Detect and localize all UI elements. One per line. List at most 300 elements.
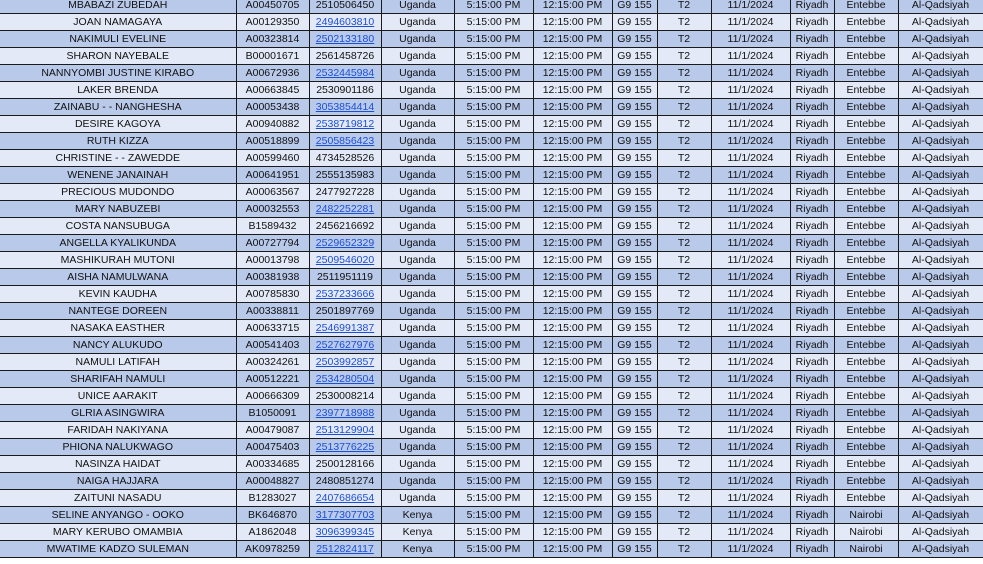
cell-terminal: T2 bbox=[657, 303, 711, 320]
cell-terminal: T2 bbox=[657, 133, 711, 150]
cell-phone bbox=[309, 31, 381, 48]
cell-name: JOAN NAMAGAYA bbox=[0, 14, 236, 31]
cell-to-city: Entebbe bbox=[834, 235, 898, 252]
cell-arrival-time: 12:15:00 PM bbox=[533, 439, 612, 456]
cell-from-city: Riyadh bbox=[790, 337, 834, 354]
cell-terminal: T2 bbox=[657, 354, 711, 371]
phone-link[interactable]: 2546991387 bbox=[315, 322, 375, 334]
cell-arrival-time: 12:15:00 PM bbox=[533, 388, 612, 405]
cell-passport: BK646870 bbox=[236, 507, 309, 524]
cell-destination: Al-Qadsiyah bbox=[898, 48, 983, 65]
phone-link[interactable]: 2527627976 bbox=[315, 339, 375, 351]
cell-destination: Al-Qadsiyah bbox=[898, 320, 983, 337]
cell-destination: Al-Qadsiyah bbox=[898, 286, 983, 303]
cell-date: 11/1/2024 bbox=[711, 167, 790, 184]
cell-nationality: Uganda bbox=[381, 65, 454, 82]
table-row bbox=[0, 303, 983, 320]
cell-nationality: Uganda bbox=[381, 269, 454, 286]
cell-date: 11/1/2024 bbox=[711, 507, 790, 524]
cell-name: NAMULI LATIFAH bbox=[0, 354, 236, 371]
table-row bbox=[0, 150, 983, 167]
cell-date: 11/1/2024 bbox=[711, 337, 790, 354]
cell-passport: A00475403 bbox=[236, 439, 309, 456]
cell-from-city: Riyadh bbox=[790, 269, 834, 286]
cell-flight: G9 155 bbox=[612, 422, 657, 439]
cell-departure-time: 5:15:00 PM bbox=[454, 167, 533, 184]
cell-terminal: T2 bbox=[657, 167, 711, 184]
cell-departure-time: 5:15:00 PM bbox=[454, 371, 533, 388]
cell-arrival-time: 12:15:00 PM bbox=[533, 0, 612, 14]
cell-nationality: Uganda bbox=[381, 303, 454, 320]
cell-destination: Al-Qadsiyah bbox=[898, 337, 983, 354]
cell-destination: Al-Qadsiyah bbox=[898, 65, 983, 82]
cell-phone bbox=[309, 252, 381, 269]
phone-link[interactable]: 2502133180 bbox=[315, 33, 375, 45]
cell-passport: A00518899 bbox=[236, 133, 309, 150]
cell-terminal: T2 bbox=[657, 235, 711, 252]
table-row bbox=[0, 405, 983, 422]
cell-terminal: T2 bbox=[657, 371, 711, 388]
phone-link[interactable]: 2397718988 bbox=[315, 407, 375, 419]
cell-passport: A00641951 bbox=[236, 167, 309, 184]
phone-link[interactable]: 2537233666 bbox=[315, 288, 375, 300]
cell-phone bbox=[309, 354, 381, 371]
table-row bbox=[0, 286, 983, 303]
table-row bbox=[0, 14, 983, 31]
cell-passport: A00450705 bbox=[236, 0, 309, 14]
phone-link[interactable]: 3053854414 bbox=[315, 101, 375, 113]
cell-terminal: T2 bbox=[657, 490, 711, 507]
cell-phone bbox=[309, 14, 381, 31]
cell-to-city: Nairobi bbox=[834, 541, 898, 558]
cell-destination: Al-Qadsiyah bbox=[898, 490, 983, 507]
cell-arrival-time: 12:15:00 PM bbox=[533, 303, 612, 320]
cell-terminal: T2 bbox=[657, 31, 711, 48]
phone-link[interactable]: 2529652329 bbox=[315, 237, 375, 249]
cell-nationality: Uganda bbox=[381, 405, 454, 422]
cell-passport: A00666309 bbox=[236, 388, 309, 405]
cell-to-city: Entebbe bbox=[834, 99, 898, 116]
cell-passport: A00324261 bbox=[236, 354, 309, 371]
cell-name: FARIDAH NAKIYANA bbox=[0, 422, 236, 439]
cell-nationality: Uganda bbox=[381, 82, 454, 99]
cell-phone bbox=[309, 201, 381, 218]
cell-passport: B1283027 bbox=[236, 490, 309, 507]
cell-flight: G9 155 bbox=[612, 184, 657, 201]
cell-nationality: Uganda bbox=[381, 14, 454, 31]
cell-destination: Al-Qadsiyah bbox=[898, 201, 983, 218]
cell-phone: 2530901186 bbox=[309, 82, 381, 99]
cell-flight: G9 155 bbox=[612, 82, 657, 99]
cell-from-city: Riyadh bbox=[790, 116, 834, 133]
cell-nationality: Uganda bbox=[381, 133, 454, 150]
cell-flight: G9 155 bbox=[612, 354, 657, 371]
cell-to-city: Entebbe bbox=[834, 133, 898, 150]
cell-flight: G9 155 bbox=[612, 456, 657, 473]
cell-passport: A00334685 bbox=[236, 456, 309, 473]
cell-passport: A00013798 bbox=[236, 252, 309, 269]
cell-phone: 2511951119 bbox=[309, 269, 381, 286]
cell-passport: A00063567 bbox=[236, 184, 309, 201]
cell-nationality: Kenya bbox=[381, 524, 454, 541]
cell-date: 11/1/2024 bbox=[711, 269, 790, 286]
cell-nationality: Uganda bbox=[381, 167, 454, 184]
cell-passport: A00381938 bbox=[236, 269, 309, 286]
cell-departure-time: 5:15:00 PM bbox=[454, 133, 533, 150]
cell-name: PHIONA NALUKWAGO bbox=[0, 439, 236, 456]
cell-to-city: Entebbe bbox=[834, 405, 898, 422]
cell-terminal: T2 bbox=[657, 541, 711, 558]
cell-nationality: Uganda bbox=[381, 0, 454, 14]
cell-arrival-time: 12:15:00 PM bbox=[533, 473, 612, 490]
cell-from-city: Riyadh bbox=[790, 456, 834, 473]
cell-to-city: Entebbe bbox=[834, 14, 898, 31]
cell-arrival-time: 12:15:00 PM bbox=[533, 14, 612, 31]
cell-name: ANGELLA KYALIKUNDA bbox=[0, 235, 236, 252]
cell-name: CHRISTINE - - ZAWEDDE bbox=[0, 150, 236, 167]
cell-nationality: Uganda bbox=[381, 354, 454, 371]
cell-arrival-time: 12:15:00 PM bbox=[533, 82, 612, 99]
cell-departure-time: 5:15:00 PM bbox=[454, 31, 533, 48]
cell-departure-time: 5:15:00 PM bbox=[454, 320, 533, 337]
cell-flight: G9 155 bbox=[612, 507, 657, 524]
cell-terminal: T2 bbox=[657, 116, 711, 133]
cell-date: 11/1/2024 bbox=[711, 388, 790, 405]
cell-arrival-time: 12:15:00 PM bbox=[533, 507, 612, 524]
phone-link[interactable]: 2532445984 bbox=[315, 67, 375, 79]
cell-to-city: Entebbe bbox=[834, 150, 898, 167]
cell-name: ZAITUNI NASADU bbox=[0, 490, 236, 507]
cell-departure-time: 5:15:00 PM bbox=[454, 405, 533, 422]
cell-flight: G9 155 bbox=[612, 0, 657, 14]
cell-phone bbox=[309, 507, 381, 524]
cell-departure-time: 5:15:00 PM bbox=[454, 388, 533, 405]
cell-name: GLRIA ASINGWIRA bbox=[0, 405, 236, 422]
cell-phone: 2501897769 bbox=[309, 303, 381, 320]
cell-departure-time: 5:15:00 PM bbox=[454, 337, 533, 354]
cell-name: ZAINABU - - NANGHESHA bbox=[0, 99, 236, 116]
cell-to-city: Entebbe bbox=[834, 65, 898, 82]
cell-from-city: Riyadh bbox=[790, 235, 834, 252]
cell-arrival-time: 12:15:00 PM bbox=[533, 167, 612, 184]
cell-terminal: T2 bbox=[657, 320, 711, 337]
cell-from-city: Riyadh bbox=[790, 524, 834, 541]
cell-to-city: Nairobi bbox=[834, 524, 898, 541]
cell-to-city: Entebbe bbox=[834, 371, 898, 388]
cell-to-city: Entebbe bbox=[834, 167, 898, 184]
cell-destination: Al-Qadsiyah bbox=[898, 235, 983, 252]
cell-destination: Al-Qadsiyah bbox=[898, 31, 983, 48]
cell-phone bbox=[309, 235, 381, 252]
cell-nationality: Uganda bbox=[381, 320, 454, 337]
cell-to-city: Entebbe bbox=[834, 201, 898, 218]
cell-nationality: Uganda bbox=[381, 456, 454, 473]
cell-from-city: Riyadh bbox=[790, 388, 834, 405]
cell-destination: Al-Qadsiyah bbox=[898, 303, 983, 320]
phone-link[interactable]: 2538719812 bbox=[315, 118, 375, 130]
phone-link[interactable]: 3177307703 bbox=[315, 509, 375, 521]
cell-destination: Al-Qadsiyah bbox=[898, 133, 983, 150]
cell-to-city: Entebbe bbox=[834, 269, 898, 286]
cell-arrival-time: 12:15:00 PM bbox=[533, 320, 612, 337]
cell-flight: G9 155 bbox=[612, 252, 657, 269]
cell-destination: Al-Qadsiyah bbox=[898, 14, 983, 31]
cell-destination: Al-Qadsiyah bbox=[898, 99, 983, 116]
cell-name: AISHA NAMULWANA bbox=[0, 269, 236, 286]
cell-to-city: Entebbe bbox=[834, 456, 898, 473]
phone-link[interactable]: 2482252281 bbox=[315, 203, 375, 215]
cell-from-city: Riyadh bbox=[790, 218, 834, 235]
cell-date: 11/1/2024 bbox=[711, 354, 790, 371]
cell-to-city: Entebbe bbox=[834, 473, 898, 490]
cell-destination: Al-Qadsiyah bbox=[898, 439, 983, 456]
phone-link[interactable]: 2509546020 bbox=[315, 254, 375, 266]
cell-passport: A00599460 bbox=[236, 150, 309, 167]
cell-passport: A00663845 bbox=[236, 82, 309, 99]
cell-date: 11/1/2024 bbox=[711, 371, 790, 388]
cell-flight: G9 155 bbox=[612, 14, 657, 31]
table-row bbox=[0, 82, 983, 99]
cell-passport: A00048827 bbox=[236, 473, 309, 490]
cell-phone bbox=[309, 337, 381, 354]
cell-nationality: Uganda bbox=[381, 439, 454, 456]
cell-terminal: T2 bbox=[657, 524, 711, 541]
cell-to-city: Entebbe bbox=[834, 252, 898, 269]
cell-flight: G9 155 bbox=[612, 133, 657, 150]
phone-link[interactable]: 3096399345 bbox=[315, 526, 375, 538]
phone-link[interactable]: 2503992857 bbox=[315, 356, 375, 368]
cell-flight: G9 155 bbox=[612, 65, 657, 82]
cell-date: 11/1/2024 bbox=[711, 422, 790, 439]
cell-from-city: Riyadh bbox=[790, 507, 834, 524]
cell-flight: G9 155 bbox=[612, 31, 657, 48]
cell-from-city: Riyadh bbox=[790, 65, 834, 82]
cell-arrival-time: 12:15:00 PM bbox=[533, 541, 612, 558]
cell-phone bbox=[309, 405, 381, 422]
cell-flight: G9 155 bbox=[612, 524, 657, 541]
cell-from-city: Riyadh bbox=[790, 303, 834, 320]
cell-terminal: T2 bbox=[657, 150, 711, 167]
cell-from-city: Riyadh bbox=[790, 167, 834, 184]
cell-phone: 2530008214 bbox=[309, 388, 381, 405]
cell-date: 11/1/2024 bbox=[711, 252, 790, 269]
phone-link[interactable]: 2513776225 bbox=[315, 441, 375, 453]
cell-flight: G9 155 bbox=[612, 473, 657, 490]
cell-date: 11/1/2024 bbox=[711, 14, 790, 31]
cell-arrival-time: 12:15:00 PM bbox=[533, 422, 612, 439]
table-row bbox=[0, 116, 983, 133]
cell-terminal: T2 bbox=[657, 286, 711, 303]
cell-name: COSTA NANSUBUGA bbox=[0, 218, 236, 235]
cell-destination: Al-Qadsiyah bbox=[898, 150, 983, 167]
cell-date: 11/1/2024 bbox=[711, 82, 790, 99]
cell-phone: 2555135983 bbox=[309, 167, 381, 184]
table-row bbox=[0, 337, 983, 354]
cell-name: MARY NABUZEBI bbox=[0, 201, 236, 218]
cell-phone: 2480851274 bbox=[309, 473, 381, 490]
cell-date: 11/1/2024 bbox=[711, 303, 790, 320]
cell-arrival-time: 12:15:00 PM bbox=[533, 490, 612, 507]
cell-nationality: Uganda bbox=[381, 116, 454, 133]
cell-terminal: T2 bbox=[657, 201, 711, 218]
cell-destination: Al-Qadsiyah bbox=[898, 473, 983, 490]
cell-nationality: Kenya bbox=[381, 507, 454, 524]
cell-to-city: Entebbe bbox=[834, 286, 898, 303]
cell-arrival-time: 12:15:00 PM bbox=[533, 184, 612, 201]
cell-name: MASHIKURAH MUTONI bbox=[0, 252, 236, 269]
cell-terminal: T2 bbox=[657, 14, 711, 31]
cell-phone bbox=[309, 65, 381, 82]
cell-terminal: T2 bbox=[657, 218, 711, 235]
cell-terminal: T2 bbox=[657, 507, 711, 524]
cell-nationality: Uganda bbox=[381, 337, 454, 354]
cell-passport: A00338811 bbox=[236, 303, 309, 320]
cell-from-city: Riyadh bbox=[790, 14, 834, 31]
cell-flight: G9 155 bbox=[612, 303, 657, 320]
phone-link[interactable]: 2534280504 bbox=[315, 373, 375, 385]
cell-flight: G9 155 bbox=[612, 337, 657, 354]
cell-phone bbox=[309, 99, 381, 116]
cell-passport: A00940882 bbox=[236, 116, 309, 133]
cell-departure-time: 5:15:00 PM bbox=[454, 150, 533, 167]
cell-nationality: Uganda bbox=[381, 388, 454, 405]
cell-departure-time: 5:15:00 PM bbox=[454, 422, 533, 439]
cell-to-city: Entebbe bbox=[834, 116, 898, 133]
cell-terminal: T2 bbox=[657, 65, 711, 82]
cell-from-city: Riyadh bbox=[790, 439, 834, 456]
cell-date: 11/1/2024 bbox=[711, 541, 790, 558]
cell-terminal: T2 bbox=[657, 439, 711, 456]
phone-link[interactable]: 2505856423 bbox=[315, 135, 375, 147]
cell-departure-time: 5:15:00 PM bbox=[454, 354, 533, 371]
cell-passport: B1589432 bbox=[236, 218, 309, 235]
cell-nationality: Uganda bbox=[381, 422, 454, 439]
cell-from-city: Riyadh bbox=[790, 320, 834, 337]
cell-to-city: Entebbe bbox=[834, 218, 898, 235]
cell-terminal: T2 bbox=[657, 82, 711, 99]
cell-terminal: T2 bbox=[657, 99, 711, 116]
cell-arrival-time: 12:15:00 PM bbox=[533, 252, 612, 269]
table-row bbox=[0, 507, 983, 524]
table-row bbox=[0, 184, 983, 201]
cell-phone bbox=[309, 524, 381, 541]
cell-nationality: Uganda bbox=[381, 218, 454, 235]
cell-terminal: T2 bbox=[657, 337, 711, 354]
cell-passport: A1862048 bbox=[236, 524, 309, 541]
cell-nationality: Uganda bbox=[381, 184, 454, 201]
cell-destination: Al-Qadsiyah bbox=[898, 405, 983, 422]
cell-destination: Al-Qadsiyah bbox=[898, 422, 983, 439]
cell-destination: Al-Qadsiyah bbox=[898, 167, 983, 184]
cell-flight: G9 155 bbox=[612, 405, 657, 422]
cell-date: 11/1/2024 bbox=[711, 456, 790, 473]
cell-arrival-time: 12:15:00 PM bbox=[533, 133, 612, 150]
cell-date: 11/1/2024 bbox=[711, 405, 790, 422]
cell-to-city: Entebbe bbox=[834, 82, 898, 99]
phone-link[interactable]: 2494603810 bbox=[315, 16, 375, 28]
cell-phone bbox=[309, 541, 381, 558]
cell-name: NASINZA HAIDAT bbox=[0, 456, 236, 473]
cell-phone: 2500128166 bbox=[309, 456, 381, 473]
cell-departure-time: 5:15:00 PM bbox=[454, 99, 533, 116]
cell-departure-time: 5:15:00 PM bbox=[454, 116, 533, 133]
phone-link[interactable]: 2513129904 bbox=[315, 424, 375, 436]
cell-departure-time: 5:15:00 PM bbox=[454, 269, 533, 286]
cell-destination: Al-Qadsiyah bbox=[898, 252, 983, 269]
cell-from-city: Riyadh bbox=[790, 82, 834, 99]
cell-terminal: T2 bbox=[657, 0, 711, 14]
cell-passport: A00785830 bbox=[236, 286, 309, 303]
cell-departure-time: 5:15:00 PM bbox=[454, 0, 533, 14]
cell-destination: Al-Qadsiyah bbox=[898, 82, 983, 99]
cell-name: KEVIN KAUDHA bbox=[0, 286, 236, 303]
cell-phone bbox=[309, 133, 381, 150]
cell-arrival-time: 12:15:00 PM bbox=[533, 116, 612, 133]
cell-terminal: T2 bbox=[657, 405, 711, 422]
cell-arrival-time: 12:15:00 PM bbox=[533, 48, 612, 65]
cell-from-city: Riyadh bbox=[790, 0, 834, 14]
cell-name: MWATIME KADZO SULEMAN bbox=[0, 541, 236, 558]
cell-phone bbox=[309, 116, 381, 133]
cell-date: 11/1/2024 bbox=[711, 524, 790, 541]
cell-name: RUTH KIZZA bbox=[0, 133, 236, 150]
table-row bbox=[0, 269, 983, 286]
table-row bbox=[0, 371, 983, 388]
cell-flight: G9 155 bbox=[612, 201, 657, 218]
phone-link[interactable]: 2512824117 bbox=[316, 543, 374, 555]
phone-link[interactable]: 2407686654 bbox=[315, 492, 375, 504]
cell-date: 11/1/2024 bbox=[711, 99, 790, 116]
cell-to-city: Entebbe bbox=[834, 184, 898, 201]
cell-departure-time: 5:15:00 PM bbox=[454, 14, 533, 31]
cell-date: 11/1/2024 bbox=[711, 150, 790, 167]
cell-departure-time: 5:15:00 PM bbox=[454, 82, 533, 99]
cell-destination: Al-Qadsiyah bbox=[898, 456, 983, 473]
cell-date: 11/1/2024 bbox=[711, 320, 790, 337]
cell-arrival-time: 12:15:00 PM bbox=[533, 524, 612, 541]
cell-departure-time: 5:15:00 PM bbox=[454, 541, 533, 558]
cell-phone: 2456216692 bbox=[309, 218, 381, 235]
cell-from-city: Riyadh bbox=[790, 48, 834, 65]
cell-phone: 2561458726 bbox=[309, 48, 381, 65]
cell-nationality: Uganda bbox=[381, 235, 454, 252]
cell-arrival-time: 12:15:00 PM bbox=[533, 456, 612, 473]
cell-arrival-time: 12:15:00 PM bbox=[533, 150, 612, 167]
cell-to-city: Entebbe bbox=[834, 490, 898, 507]
cell-nationality: Kenya bbox=[381, 541, 454, 558]
cell-name: NAIGA HAJJARA bbox=[0, 473, 236, 490]
cell-departure-time: 5:15:00 PM bbox=[454, 456, 533, 473]
cell-destination: Al-Qadsiyah bbox=[898, 269, 983, 286]
cell-phone: 2510506450 bbox=[309, 0, 381, 14]
cell-flight: G9 155 bbox=[612, 490, 657, 507]
cell-name: MARY KERUBO OMAMBIA bbox=[0, 524, 236, 541]
cell-terminal: T2 bbox=[657, 388, 711, 405]
cell-from-city: Riyadh bbox=[790, 371, 834, 388]
cell-date: 11/1/2024 bbox=[711, 439, 790, 456]
cell-nationality: Uganda bbox=[381, 31, 454, 48]
table-row bbox=[0, 167, 983, 184]
cell-to-city: Entebbe bbox=[834, 354, 898, 371]
cell-from-city: Riyadh bbox=[790, 99, 834, 116]
cell-departure-time: 5:15:00 PM bbox=[454, 65, 533, 82]
cell-to-city: Nairobi bbox=[834, 507, 898, 524]
cell-terminal: T2 bbox=[657, 184, 711, 201]
cell-departure-time: 5:15:00 PM bbox=[454, 473, 533, 490]
cell-date: 11/1/2024 bbox=[711, 48, 790, 65]
cell-arrival-time: 12:15:00 PM bbox=[533, 235, 612, 252]
cell-passport: A00512221 bbox=[236, 371, 309, 388]
